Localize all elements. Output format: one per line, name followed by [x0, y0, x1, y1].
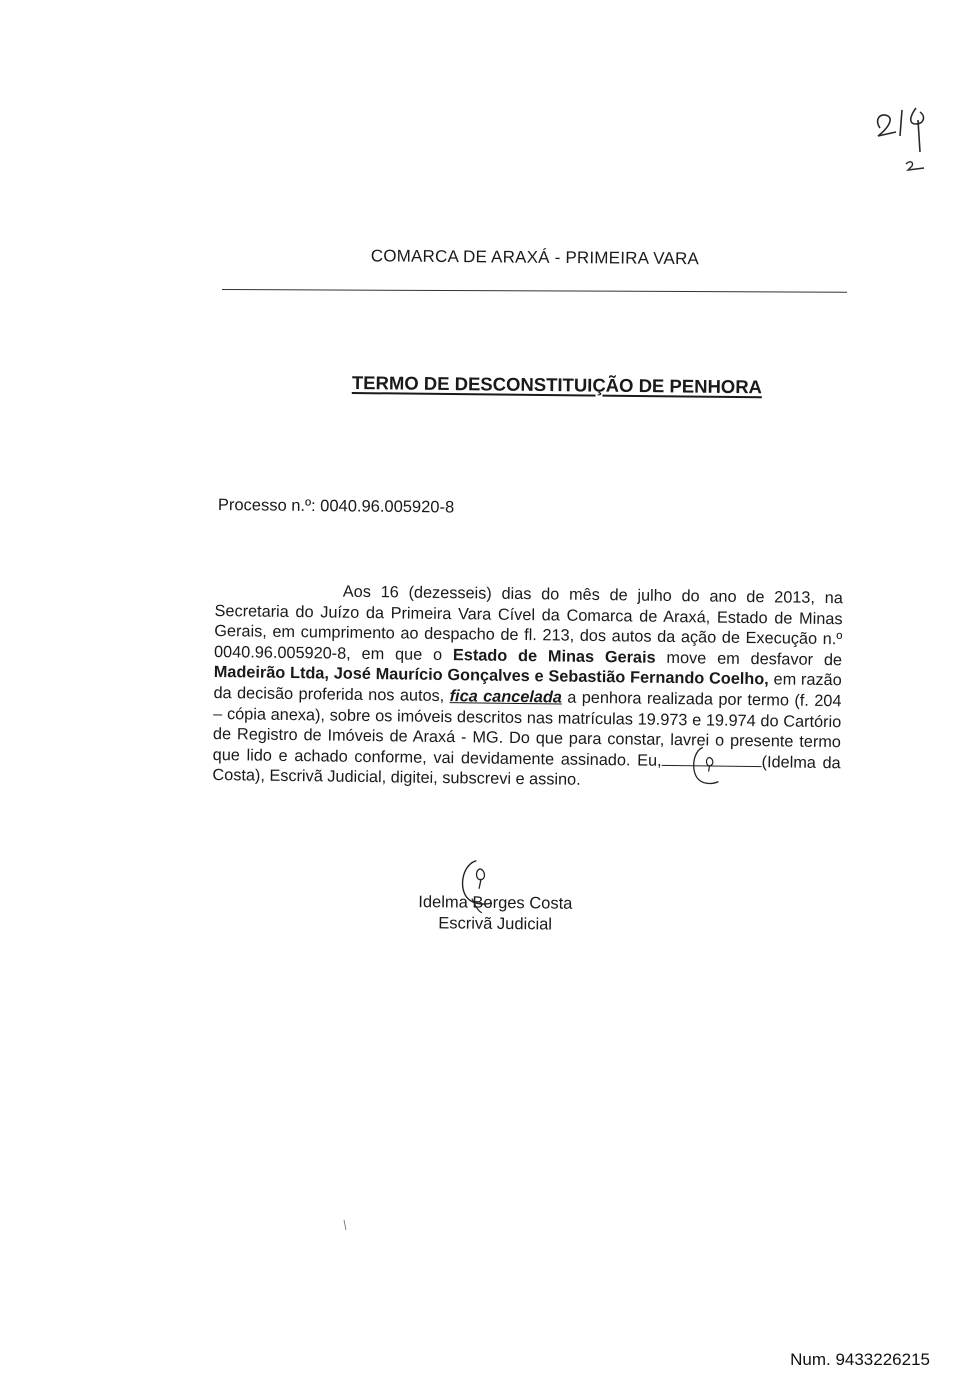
process-label: Processo n.º:: [217, 496, 321, 516]
handwritten-folio-number: [870, 100, 950, 190]
signatory-role: Escrivã Judicial: [438, 913, 553, 934]
header-divider: [222, 289, 847, 293]
body-part-2: move em desfavor de: [655, 648, 843, 669]
body-part-4: a penhora realizada por termo (f. 204 – cópia anexa), sobre os imóveis descritos nas matrículas 19.973 e 19.974 do Cartório de Registro de Imóveis de Araxá - MG. Do que para constar, lavrei o presente termo que lido e achado conforme, vai devidamente assinado. Eu,: [212, 688, 842, 770]
plaintiff-name: Estado de Minas Gerais: [452, 645, 656, 667]
body-part-3: em razão da decisão proferida nos autos,: [213, 670, 842, 706]
inline-signature-mark: [686, 741, 732, 790]
signature-block: [408, 892, 583, 935]
document-title: TERMO DE DESCONSTITUIÇÃO DE PENHORA: [351, 372, 763, 398]
document-number: Num. 9433226215: [790, 1350, 930, 1369]
signatory-name: Idelma Borges Costa: [418, 893, 573, 913]
scan-speck: [342, 1218, 348, 1232]
process-number-line: [218, 496, 454, 517]
defendants-names: Madeirão Ltda, José Maurício Gonçalves e Sebastião Fernando Coelho,: [213, 663, 769, 689]
body-part-1: Aos 16 (dezesseis) dias do mês de julho do ano de 2013, na Secretaria do Juízo da Primeira Vara Cível da Comarca de Araxá, Estado de Minas Gerais, em cumprimento ao despacho de fl. 213, dos autos da ação de Execução n.º 0040.96.005920-8, em que o: [213, 582, 843, 664]
court-header: COMARCA DE ARAXÁ - PRIMEIRA VARA: [370, 246, 700, 269]
inline-signature-line: [662, 751, 762, 767]
handwritten-signature: [448, 854, 509, 915]
process-number: 0040.96.005920-8: [320, 497, 455, 517]
cancelled-emphasis: fica cancelada: [449, 687, 563, 707]
paragraph-indent: [215, 595, 343, 597]
body-part-5: (Idelma da Costa), Escrivã Judicial, digitei, subscrevi e assino.: [212, 752, 841, 790]
term-body: [212, 580, 843, 794]
